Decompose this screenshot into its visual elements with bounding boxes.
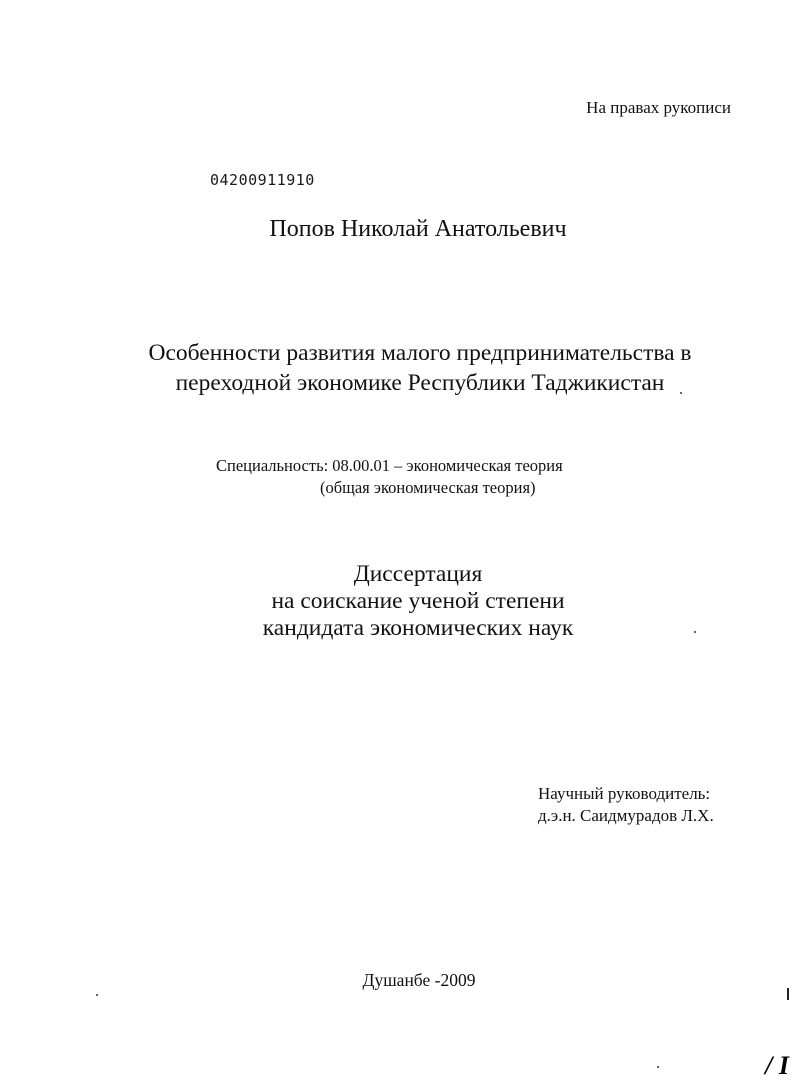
scan-speck bbox=[694, 631, 696, 633]
place-and-year: Душанбе -2009 bbox=[362, 970, 476, 990]
scan-edge-mark bbox=[787, 988, 789, 1000]
rights-note: На правах рукописи bbox=[586, 98, 731, 117]
document-type-line: Диссертация bbox=[353, 561, 483, 587]
registration-stamp-number: 04200911910 bbox=[210, 171, 315, 189]
scan-speck bbox=[680, 392, 682, 394]
author-name: Попов Николай Анатольевич bbox=[269, 216, 567, 242]
document-type-block bbox=[0, 561, 793, 642]
supervisor-block bbox=[538, 783, 714, 827]
specialty-block bbox=[216, 455, 563, 499]
specialty-line: Специальность: 08.00.01 – экономическая теория bbox=[216, 456, 563, 475]
scan-speck bbox=[96, 994, 98, 996]
supervisor-label: Научный руководитель: bbox=[538, 784, 711, 803]
title-line: переходной экономике Республики Таджикистан bbox=[175, 370, 665, 396]
specialty-subline: (общая экономическая теория) bbox=[320, 478, 536, 497]
title-line: Особенности развития малого предпринимательства в bbox=[148, 340, 692, 366]
dissertation-title bbox=[0, 338, 793, 398]
corner-handwritten-mark: / I bbox=[765, 1051, 789, 1080]
document-type-line: кандидата экономических наук bbox=[262, 615, 574, 641]
supervisor-name: д.э.н. Саидмурадов Л.Х. bbox=[538, 806, 714, 825]
document-type-line: на соискание ученой степени bbox=[271, 588, 565, 614]
scan-speck bbox=[657, 1066, 659, 1068]
